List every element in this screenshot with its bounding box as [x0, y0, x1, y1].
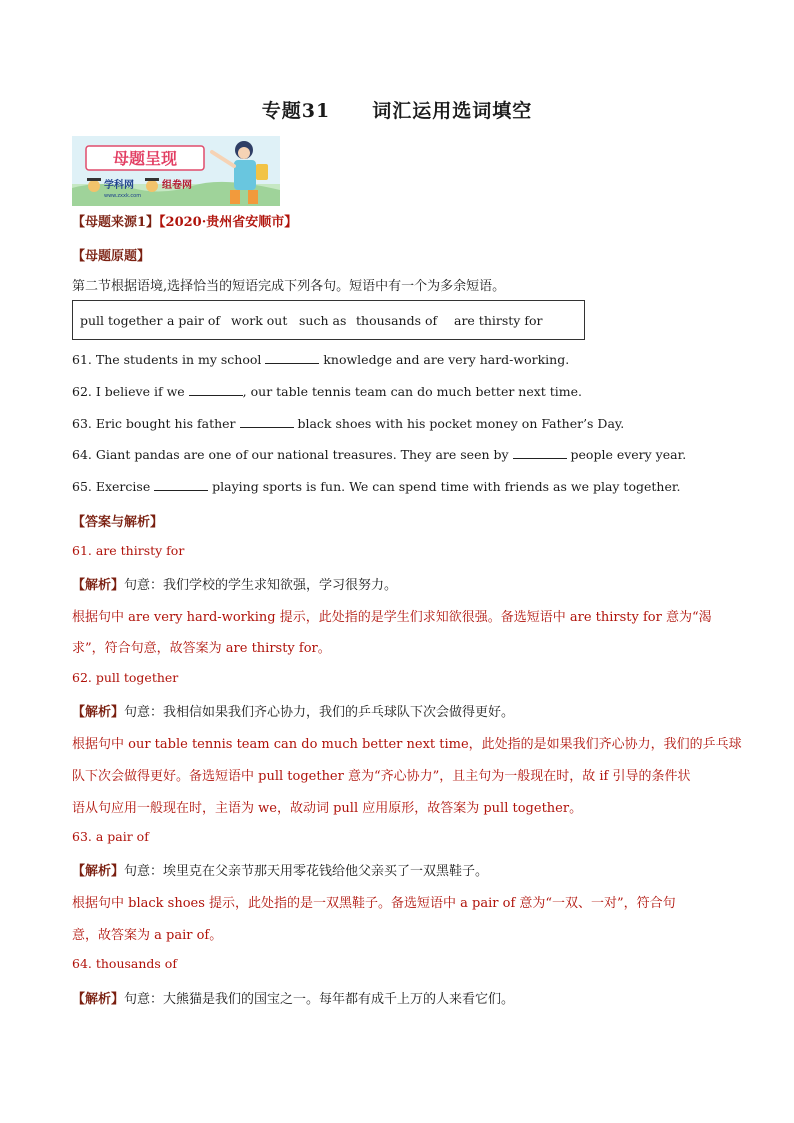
phrase-option: work out: [231, 313, 288, 328]
explanation-61-meaning: [72, 574, 397, 593]
banner-graphic: [72, 136, 280, 206]
question-text: 64. Giant pandas are one of our national treasures. They are seen by: [72, 447, 513, 462]
page-title: [0, 96, 794, 123]
source-value: 【2020·贵州省安顺市】: [159, 215, 298, 230]
phrase-option: pull together: [80, 313, 163, 328]
analysis-tag: 【解析】: [72, 992, 125, 1007]
answer-61: 61. are thirsty for: [72, 543, 185, 558]
explanation-62-line: 队下次会做得更好。备选短语中 pull together 意为“齐心协力”，且主句为一般现在时，故 if 引导的条件状: [72, 769, 691, 784]
explanation-61-line: 根据句中 are very hard-working 提示，此处指的是学生们求知欲很强。备选短语中 are thirsty for 意为“渴: [72, 610, 712, 625]
question-text: 65. Exercise: [72, 479, 155, 494]
explanation-text: 句意：大熊猫是我们的国宝之一。每年都有成千上万的人来看它们。: [124, 992, 515, 1007]
answer-blank: [265, 353, 319, 364]
answer-section-label: 【答案与解析】: [72, 515, 164, 530]
analysis-tag: 【解析】: [72, 705, 125, 720]
explanation-62-line: 根据句中 our table tennis team can do much better next time，此处指的是如果我们齐心协力，我们的乒乓球: [72, 737, 742, 752]
explanation-text: 句意：我们学校的学生求知欲强，学习很努力。: [124, 578, 398, 593]
question-text: 62. I believe if we: [72, 384, 189, 399]
topic-name: 词汇运用选词填空: [372, 100, 533, 122]
logo-xuekewang: 学科网: [104, 180, 134, 191]
explanation-61-line: 求”，符合句意，故答案为 are thirsty for。: [72, 641, 331, 656]
instruction-text: 第二节根据语境,选择恰当的短语完成下列各句。短语中有一个为多余短语。: [72, 279, 506, 294]
answer-blank: [154, 480, 208, 491]
phrase-option: such as: [299, 313, 347, 328]
question-text: knowledge and are very hard-working.: [319, 352, 570, 367]
answer-63: 63. a pair of: [72, 829, 149, 844]
explanation-63-line: 意，故答案为 a pair of。: [72, 928, 223, 943]
explanation-64-meaning: [72, 988, 514, 1007]
question-63: [72, 416, 624, 431]
phrase-box: [72, 300, 585, 340]
analysis-tag: 【解析】: [72, 864, 125, 879]
original-label: 【母题原题】: [72, 249, 151, 264]
answer-blank: [240, 417, 294, 428]
question-65: [72, 479, 680, 494]
question-text: 61. The students in my school: [72, 352, 266, 367]
answer-62: 62. pull together: [72, 670, 179, 685]
phrase-option: a pair of: [167, 313, 220, 328]
explanation-63-meaning: [72, 860, 488, 879]
explanation-62-line: 语从句应用一般现在时，主语为 we，故动词 pull 应用原形，故答案为 pull together。: [72, 801, 583, 816]
banner-heading: 母题呈现: [112, 149, 178, 168]
explanation-text: 句意：我相信如果我们齐心协力，我们的乒乓球队下次会做得更好。: [124, 705, 515, 720]
question-text: , our table tennis team can do much better next time.: [242, 384, 583, 399]
question-62: [72, 384, 582, 399]
question-text: black shoes with his pocket money on Father’s Day.: [293, 416, 625, 431]
source-label: 【母题来源1】: [72, 215, 160, 230]
explanation-63-line: 根据句中 black shoes 提示，此处指的是一双黑鞋子。备选短语中 a pair of 意为“一双、一对”，符合句: [72, 896, 676, 911]
question-text: playing sports is fun. We can spend time with friends as we play together.: [208, 479, 681, 494]
banner-image: [72, 136, 280, 206]
topic-number: 专题31: [261, 100, 331, 122]
answer-blank: [513, 448, 567, 459]
logo-xuekewang-url: www.zxxk.com: [104, 193, 142, 199]
question-text: people every year.: [566, 447, 687, 462]
question-text: 63. Eric bought his father: [72, 416, 240, 431]
explanation-text: 句意：埃里克在父亲节那天用零花钱给他父亲买了一双黑鞋子。: [124, 864, 489, 879]
logo-zujuanwang: 组卷网: [162, 180, 192, 191]
source-line: [72, 211, 297, 230]
question-61: [72, 352, 569, 367]
answer-blank: [189, 385, 243, 396]
phrase-option: are thirsty for: [454, 313, 543, 328]
answer-64: 64. thousands of: [72, 956, 177, 971]
analysis-tag: 【解析】: [72, 578, 125, 593]
question-64: [72, 447, 686, 462]
explanation-62-meaning: [72, 701, 514, 720]
phrase-option: thousands of: [356, 313, 438, 328]
